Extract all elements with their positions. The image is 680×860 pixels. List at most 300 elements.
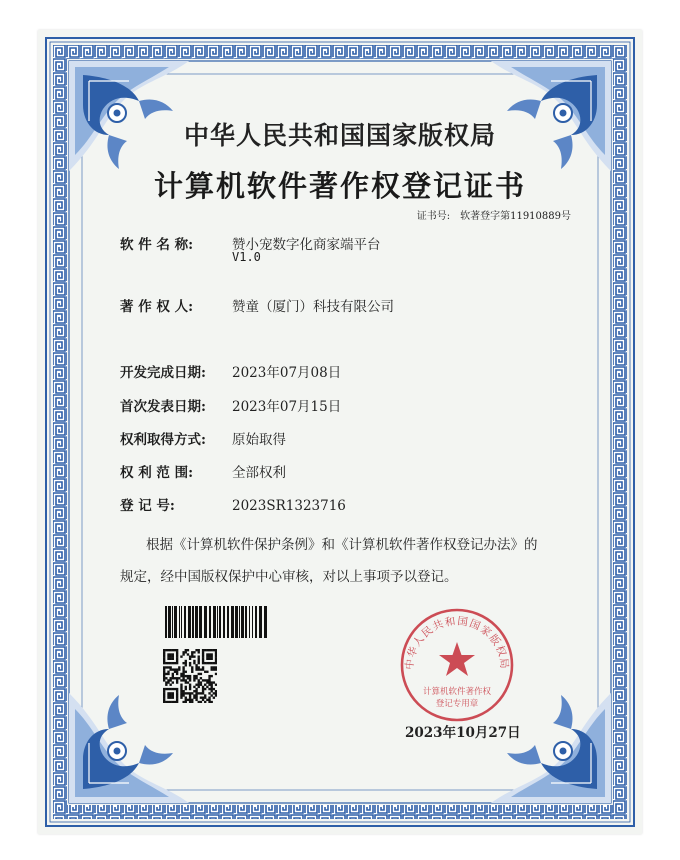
qr-module (204, 662, 206, 664)
qr-module (182, 690, 184, 692)
certificate-title: 计算机软件著作权登记证书 (153, 169, 526, 203)
field-value: 赞童（厦门）科技有限公司 (232, 299, 394, 315)
barcode-bar (245, 606, 247, 638)
qr-module (169, 655, 171, 657)
certificate-number (417, 207, 571, 222)
qr-module (189, 694, 191, 696)
qr-module (185, 688, 187, 690)
qr-module (180, 692, 182, 694)
qr-module (215, 690, 217, 692)
qr-module (195, 688, 197, 690)
qr-module (176, 692, 178, 694)
qr-module (193, 651, 195, 653)
qr-module (202, 651, 204, 653)
qr-module (208, 658, 210, 660)
qr-module (215, 668, 217, 670)
barcode-bar (231, 606, 234, 638)
qr-module (204, 679, 206, 681)
qr-module (202, 649, 204, 651)
field-value: 2023SR1323716 (232, 498, 346, 514)
qr-module (163, 651, 165, 653)
qr-module (204, 694, 206, 696)
qr-module (189, 688, 191, 690)
barcode-bar (174, 606, 177, 638)
qr-module (213, 681, 215, 683)
qr-module (191, 701, 193, 703)
barcode-bar (249, 606, 250, 638)
qr-module (211, 675, 213, 677)
barcode-bar (195, 606, 198, 638)
qr-module (198, 673, 200, 675)
field-rights-scope (120, 461, 286, 481)
qr-module (198, 686, 200, 688)
issue-date: 2023年10月27日 (405, 725, 521, 741)
qr-module (167, 697, 169, 699)
qr-module (185, 681, 187, 683)
qr-module (165, 673, 167, 675)
qr-module (182, 673, 184, 675)
qr-module (195, 664, 197, 666)
qr-module (174, 668, 176, 670)
qr-module (193, 697, 195, 699)
barcode-bar (235, 606, 238, 638)
qr-module (167, 694, 169, 696)
qr-module (182, 679, 184, 681)
qr-module (206, 671, 208, 673)
qr-module (172, 668, 174, 670)
qr-module (174, 688, 176, 690)
qr-module (169, 649, 171, 651)
qr-module (195, 699, 197, 701)
qr-module (206, 681, 208, 683)
qr-module (202, 653, 204, 655)
qr-module (211, 662, 213, 664)
qr-module (182, 694, 184, 696)
qr-module (163, 671, 165, 673)
qr-module (208, 655, 210, 657)
qr-module (185, 651, 187, 653)
qr-module (195, 649, 197, 651)
qr-module (180, 690, 182, 692)
qr-module (187, 699, 189, 701)
qr-module (185, 686, 187, 688)
qr-module (215, 673, 217, 675)
qr-module (200, 684, 202, 686)
qr-module (182, 651, 184, 653)
qr-module (180, 684, 182, 686)
qr-module (195, 675, 197, 677)
qr-module (178, 677, 180, 679)
field-value: 2023年07月08日 (232, 365, 342, 381)
qr-module (198, 681, 200, 683)
qr-module (172, 681, 174, 683)
barcode-bar (227, 606, 229, 638)
qr-module (172, 677, 174, 679)
qr-module (202, 686, 204, 688)
qr-module (163, 660, 165, 662)
qr-module (189, 697, 191, 699)
qr-module (163, 668, 165, 670)
qr-module (167, 679, 169, 681)
qr-module (202, 699, 204, 701)
qr-module (195, 697, 197, 699)
qr-module (202, 679, 204, 681)
qr-module (174, 671, 176, 673)
qr-module (208, 681, 210, 683)
qr-module (167, 658, 169, 660)
qr-module (165, 662, 167, 664)
qr-module (208, 677, 210, 679)
qr-module (215, 658, 217, 660)
qr-module (165, 681, 167, 683)
qr-module (172, 701, 174, 703)
qr-module (191, 671, 193, 673)
qr-module (189, 675, 191, 677)
qr-module (172, 649, 174, 651)
qr-module (176, 671, 178, 673)
field-value: 赞小宠数字化商家端平台 (232, 237, 381, 253)
qr-module (180, 655, 182, 657)
qr-module (165, 701, 167, 703)
qr-module (165, 684, 167, 686)
qr-module (185, 675, 187, 677)
official-seal (398, 606, 516, 724)
qr-module (211, 649, 213, 651)
qr-module (185, 692, 187, 694)
qr-module (215, 666, 217, 668)
qr-module (165, 677, 167, 679)
qr-module (169, 666, 171, 668)
qr-module (189, 655, 191, 657)
qr-module (198, 666, 200, 668)
issuer-title: 中华人民共和国国家版权局 (183, 121, 496, 150)
qr-module (211, 690, 213, 692)
qr-module (163, 666, 165, 668)
qr-module (163, 677, 165, 679)
qr-module (169, 679, 171, 681)
qr-module (204, 684, 206, 686)
qr-module (200, 697, 202, 699)
qr-module (169, 662, 171, 664)
qr-module (187, 675, 189, 677)
qr-module (200, 668, 202, 670)
qr-module (215, 653, 217, 655)
qr-module (180, 675, 182, 677)
barcode-bar (213, 606, 216, 638)
qr-module (176, 697, 178, 699)
qr-module (191, 699, 193, 701)
qr-module (202, 668, 204, 670)
qr-module (202, 697, 204, 699)
field-development-date (120, 361, 341, 381)
qr-module (172, 692, 174, 694)
field-label: 著 作 权 人: (120, 299, 194, 315)
qr-module (176, 655, 178, 657)
qr-module (193, 662, 195, 664)
qr-module (180, 679, 182, 681)
qr-module (213, 666, 215, 668)
barcode-bar (181, 606, 182, 638)
qr-module (189, 686, 191, 688)
qr-module (169, 684, 171, 686)
certificate-number-label: 证书号: (416, 211, 451, 222)
barcode-bar (255, 606, 257, 638)
qr-module (182, 668, 184, 670)
qr-module (198, 655, 200, 657)
qr-module (167, 653, 169, 655)
qr-module (182, 662, 184, 664)
field-acquisition-method (120, 428, 286, 448)
qr-module (202, 660, 204, 662)
qr-module (189, 677, 191, 679)
qr-module (191, 668, 193, 670)
qr-module (176, 690, 178, 692)
qr-module (206, 662, 208, 664)
field-value: 全部权利 (232, 465, 286, 481)
qr-module (176, 662, 178, 664)
qr-module (191, 651, 193, 653)
barcode-bar (188, 606, 191, 638)
qr-module (189, 684, 191, 686)
qr-module (198, 662, 200, 664)
qr-module (204, 697, 206, 699)
qr-module (213, 697, 215, 699)
qr-module (208, 649, 210, 651)
qr-module (208, 701, 210, 703)
qr-module (172, 655, 174, 657)
field-label: 软 件 名 称: (120, 237, 194, 253)
qr-module (185, 699, 187, 701)
statement-line-1: 根据《计算机软件保护条例》和《计算机软件著作权登记办法》的 (146, 537, 538, 553)
field-label: 权利取得方式: (120, 432, 206, 448)
qr-module (195, 666, 197, 668)
field-value: 2023年07月15日 (232, 399, 342, 415)
qr-module (167, 673, 169, 675)
qr-module (176, 701, 178, 703)
qr-module (195, 692, 197, 694)
qr-module (211, 655, 213, 657)
qr-module (180, 686, 182, 688)
field-registration-number (120, 494, 346, 514)
qr-module (213, 668, 215, 670)
qr-module (189, 701, 191, 703)
qr-module (167, 701, 169, 703)
qr-module (187, 681, 189, 683)
qr-module (180, 688, 182, 690)
qr-module (202, 666, 204, 668)
barcode-bar (165, 606, 167, 638)
qr-module (208, 662, 210, 664)
barcode-bar (209, 606, 211, 638)
qr-module (167, 649, 169, 651)
qr-module (169, 677, 171, 679)
qr-module (163, 675, 165, 677)
qr-module (193, 679, 195, 681)
qr-module (172, 653, 174, 655)
qr-module (198, 668, 200, 670)
qr-module (215, 649, 217, 651)
qr-module (195, 684, 197, 686)
qr-module (176, 677, 178, 679)
qr-module (215, 660, 217, 662)
qr-module (169, 658, 171, 660)
qr-module (163, 688, 165, 690)
qr-module (189, 679, 191, 681)
barcode-bar (179, 606, 180, 638)
qr-module (198, 701, 200, 703)
qr-module (176, 673, 178, 675)
field-label: 登 记 号: (120, 498, 175, 514)
qr-module (182, 692, 184, 694)
qr-module (163, 655, 165, 657)
qr-module (163, 690, 165, 692)
qr-module (198, 679, 200, 681)
qr-module (163, 694, 165, 696)
qr-module (174, 677, 176, 679)
qr-module (213, 688, 215, 690)
qr-module (176, 658, 178, 660)
qr-module (167, 681, 169, 683)
qr-module (185, 701, 187, 703)
seal-inner-line-1: 计算机软件著作权 (422, 687, 492, 697)
qr-module (165, 666, 167, 668)
barcode-bar (239, 606, 240, 638)
qr-module (202, 655, 204, 657)
qr-module (211, 681, 213, 683)
qr-module (163, 692, 165, 694)
qr-module (176, 649, 178, 651)
qr-module (198, 649, 200, 651)
qr-module (163, 701, 165, 703)
qr-module (195, 677, 197, 679)
qr-module (211, 701, 213, 703)
barcode-bar (259, 606, 262, 638)
qr-module (176, 679, 178, 681)
qr-module (163, 662, 165, 664)
barcode (165, 606, 269, 638)
qr-module (193, 655, 195, 657)
qr-module (202, 688, 204, 690)
qr-module (180, 697, 182, 699)
qr-module (189, 664, 191, 666)
barcode-bar (252, 606, 253, 638)
qr-module (213, 692, 215, 694)
qr-module (191, 666, 193, 668)
qr-module (187, 653, 189, 655)
qr-module (191, 655, 193, 657)
barcode-bar (217, 606, 218, 638)
qr-module (167, 666, 169, 668)
qr-module (167, 692, 169, 694)
qr-module (178, 668, 180, 670)
qr-module (163, 673, 165, 675)
qr-module (189, 692, 191, 694)
qr-module (211, 666, 213, 668)
qr-module (176, 694, 178, 696)
qr-module (182, 701, 184, 703)
qr-module (204, 701, 206, 703)
seal-outer-text: 中华人民共和国国家版权局 (403, 615, 511, 671)
barcode-bar (172, 606, 173, 638)
qr-module (167, 671, 169, 673)
qr-module (211, 684, 213, 686)
qr-module (208, 688, 210, 690)
qr-module (187, 649, 189, 651)
qr-module (215, 655, 217, 657)
qr-module (200, 701, 202, 703)
qr-module (176, 660, 178, 662)
qr-module (169, 701, 171, 703)
qr-module (191, 692, 193, 694)
qr-module (176, 688, 178, 690)
qr-module (208, 675, 210, 677)
qr-module (169, 697, 171, 699)
qr-module (202, 662, 204, 664)
qr-code (163, 649, 217, 703)
qr-module (169, 653, 171, 655)
qr-module (169, 692, 171, 694)
qr-module (208, 653, 210, 655)
qr-module (211, 658, 213, 660)
qr-module (191, 653, 193, 655)
qr-module (193, 694, 195, 696)
qr-module (182, 653, 184, 655)
qr-module (200, 692, 202, 694)
field-label: 开发完成日期: (120, 365, 206, 381)
qr-module (193, 660, 195, 662)
qr-module (215, 662, 217, 664)
qr-module (182, 677, 184, 679)
qr-module (185, 662, 187, 664)
qr-module (182, 675, 184, 677)
qr-module (176, 699, 178, 701)
barcode-bar (204, 606, 207, 638)
qr-module (176, 651, 178, 653)
qr-module (208, 692, 210, 694)
qr-module (215, 684, 217, 686)
qr-module (193, 677, 195, 679)
qr-module (213, 662, 215, 664)
qr-module (176, 681, 178, 683)
qr-module (195, 668, 197, 670)
qr-module (172, 697, 174, 699)
qr-module (198, 651, 200, 653)
qr-module (206, 658, 208, 660)
qr-module (202, 658, 204, 660)
qr-module (200, 673, 202, 675)
qr-module (211, 688, 213, 690)
qr-module (174, 662, 176, 664)
qr-module (215, 694, 217, 696)
qr-module (211, 668, 213, 670)
qr-module (185, 671, 187, 673)
barcode-bar (264, 606, 267, 638)
qr-module (169, 688, 171, 690)
qr-module (211, 653, 213, 655)
qr-module (185, 679, 187, 681)
qr-module (208, 679, 210, 681)
qr-module (187, 692, 189, 694)
qr-module (172, 662, 174, 664)
qr-module (202, 690, 204, 692)
qr-module (176, 653, 178, 655)
qr-module (163, 697, 165, 699)
qr-module (169, 694, 171, 696)
qr-module (206, 649, 208, 651)
qr-module (185, 649, 187, 651)
qr-module (185, 697, 187, 699)
qr-module (208, 699, 210, 701)
